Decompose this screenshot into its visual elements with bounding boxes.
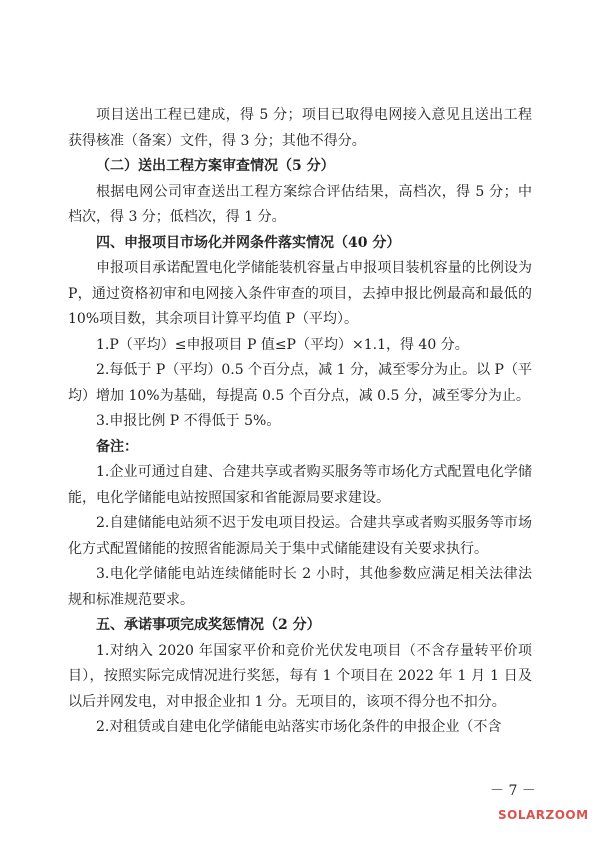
paragraph-note-3: 3.电化学储能电站连续储能时长 2 小时，其他参数应满足相关法律法规和标准规范要求。 xyxy=(68,566,532,608)
paragraph-rule-1: 1.P（平均）≤申报项目 P 值≤P（平均）×1.1，得 40 分。 xyxy=(96,336,469,353)
watermark-logo: SOLARZOOM xyxy=(498,808,589,822)
heading-commitment: 五、承诺事项完成奖惩情况（2 分） xyxy=(96,617,321,633)
paragraph-note-2: 2.自建储能电站须不迟于发电项目投运。合建共享或者购买服务等市场化方式配置储能的按照省能源局关于集中式储能建设有关要求执行。 xyxy=(68,515,532,557)
paragraph-note-1: 1.企业可通过自建、合建共享或者购买服务等市场化方式配置电化学储能，电化学储能电站按照国家和省能源局要求建设。 xyxy=(68,464,532,506)
paragraph-transmission-completed: 项目送出工程已建成，得 5 分；项目已取得电网接入意见且送出工程获得核准（备案）文件，得 3 分；其他不得分。 xyxy=(68,107,532,149)
paragraph-storage-ratio: 申报项目承诺配置电化学储能装机容量占申报项目装机容量的比例设为 P，通过资格初审和电网接入条件审查的项目，去掉申报比例最高和最低的 10%项目数，其余项目计算平均值 P（平均）。 xyxy=(68,260,532,327)
paragraph-rule-2: 2.每低于 P（平均）0.5 个百分点，减 1 分，减至零分为止。以 P（平均）增加 10%为基础，每提高 0.5 个百分点，减 0.5 分，减至零分为止。 xyxy=(68,362,532,404)
paragraph-commitment-2: 2.对租赁或自建电化学储能电站落实市场化条件的申报企业（不含 xyxy=(96,719,502,735)
paragraph-commitment-1: 1.对纳入 2020 年国家平价和竞价光伏发电项目（不含存量转平价项目），按照实际完成情况进行奖惩，每有 1 个项目在 2022 年 1 月 1 日及以后并网发电，对申报企业扣 1 分。无项目的，该项不得分也不扣分。 xyxy=(68,642,532,710)
paragraph-rule-3: 3.申报比例 P 不得低于 5%。 xyxy=(96,413,281,429)
heading-transmission-review: （二）送出工程方案审查情况（5 分） xyxy=(96,158,335,174)
heading-notes: 备注： xyxy=(96,438,138,455)
heading-market-conditions: 四、申报项目市场化并网条件落实情况（40 分） xyxy=(96,234,401,251)
page-number: － 7 － xyxy=(490,783,536,799)
paragraph-review-score: 根据电网公司审查送出工程方案综合评估结果，高档次，得 5 分；中档次，得 3 分；低档次，得 1 分。 xyxy=(68,183,532,225)
document-body xyxy=(68,103,532,741)
